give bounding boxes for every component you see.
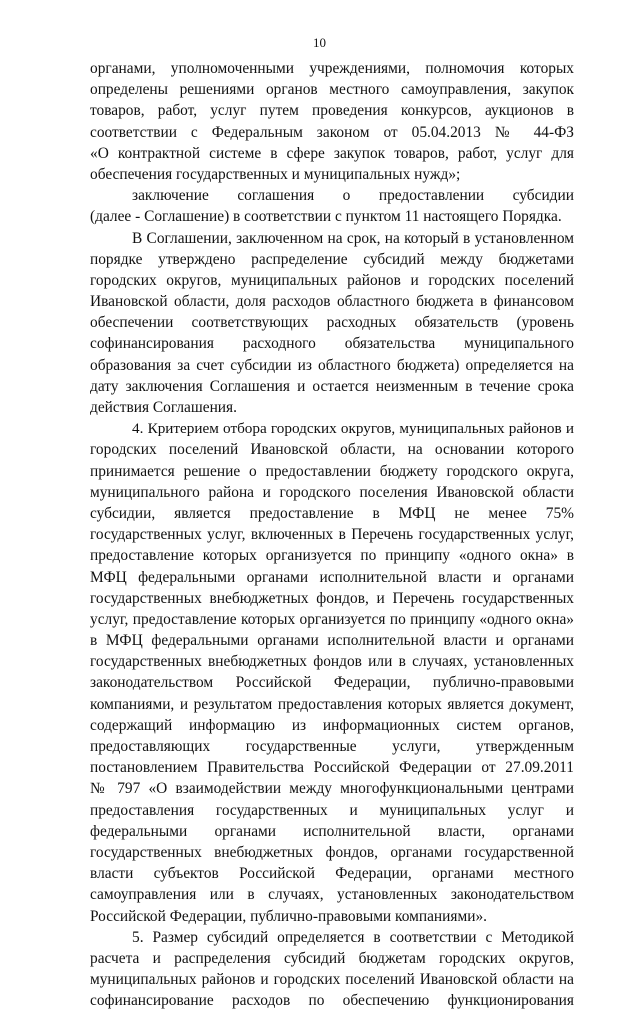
text-line: постановлением Правительства Российской Федерации от 27.09.2011 [90,759,574,777]
text-line: Ивановской области, доля расходов областного бюджета в финансовом [90,293,574,311]
text-line: обеспечения государственных и муниципальных нужд»; [90,165,461,183]
text-line: МФЦ федеральными органами исполнительной власти и органами [90,568,574,586]
text-line: В Соглашении, заключенном на срок, на который в установленном [132,229,574,247]
text-line: компаниями, и результатом предоставления которых является документ, [90,695,574,713]
page-number: 10 [313,35,326,50]
text-line: государственных внебюджетных фондов или в случаях, установленных [90,653,574,671]
text-line: соответствии с Федеральным законом от 05.04.2013 № 44-ФЗ [90,123,574,141]
text-line: услуг, предоставление которых организуется по принципу «одного окна» [90,610,574,628]
text-line: самоуправления или в случаях, установленных законодательством [90,886,574,904]
text-line: Российской Федерации, публично-правовыми компаниями». [90,907,487,925]
text-line: власти субъектов Российской Федерации, органами местного [90,865,574,883]
text-line: принимается решение о предоставлении бюджету городского округа, [90,462,574,480]
text-line: муниципальных районов и городских поселений Ивановской области на [90,971,574,989]
text-line: городских округов, муниципальных районов и городских поселений [90,271,574,289]
text-line: государственных внебюджетных фондов, и Перечень государственных [90,589,574,607]
text-line: субсидии, является предоставление в МФЦ не менее 75% [90,504,574,522]
text-line: товаров, работ, услуг путем проведения конкурсов, аукционов в [90,102,574,120]
text-line: органами, уполномоченными учреждениями, полномочия которых [90,60,574,77]
text-line: действия Соглашения. [90,399,237,416]
text-line: (далее - Соглашение) в соответствии с пунктом 11 настоящего Порядка. [90,208,562,226]
text-line: расчета и распределения субсидий бюджетам городских округов, [90,949,574,967]
text-line: содержащий информацию из информационных систем органов, [90,716,574,734]
text-line: 5. Размер субсидий определяется в соответствии с Методикой [132,928,574,946]
text-line: № 797 «О взаимодействии между многофункциональными центрами [90,780,574,798]
text-line: государственных услуг, включенных в Перечень государственных услуг, [90,526,574,544]
text-line: софинансирования расходного обязательства муниципального [90,335,574,353]
text-line: образования за счет субсидии из областного бюджета) определяется на [90,356,574,374]
text-line: определены решениями органов местного самоуправления, закупок [90,81,574,99]
text-line: обеспечении соответствующих расходных обязательств (уровень [90,314,574,332]
text-line: муниципального района и городского поселения Ивановской области [90,483,574,501]
text-line: законодательством Российской Федерации, публично-правовыми [90,674,574,692]
text-line: предоставление которых организуется по принципу «одного окна» в [90,547,574,565]
text-line: заключение соглашения о предоставлении субсидии [132,187,574,205]
text-line: «О контрактной системе в сфере закупок товаров, работ, услуг для [90,144,574,162]
text-line: федеральными органами исполнительной власти, органами [90,822,574,840]
text-line: государственных внебюджетных фондов, органами государственной [90,843,574,861]
text-line: предоставления государственных и муниципальных услуг и [90,801,574,819]
text-line: в МФЦ федеральными органами исполнительной власти и органами [90,632,574,650]
text-line: предоставляющих государственные услуги, утвержденным [90,738,574,755]
text-line: дату заключения Соглашения и остается неизменным в течение срока [90,377,574,395]
text-line: софинансирование расходов по обеспечению функционирования [90,992,574,1010]
text-line: городских поселений Ивановской области, на основании которого [90,441,574,459]
text-line: 4. Критерием отбора городских округов, муниципальных районов и [132,420,574,438]
text-line: порядке утверждено распределение субсидий между бюджетами [90,250,574,268]
document-body-text [90,58,574,1011]
